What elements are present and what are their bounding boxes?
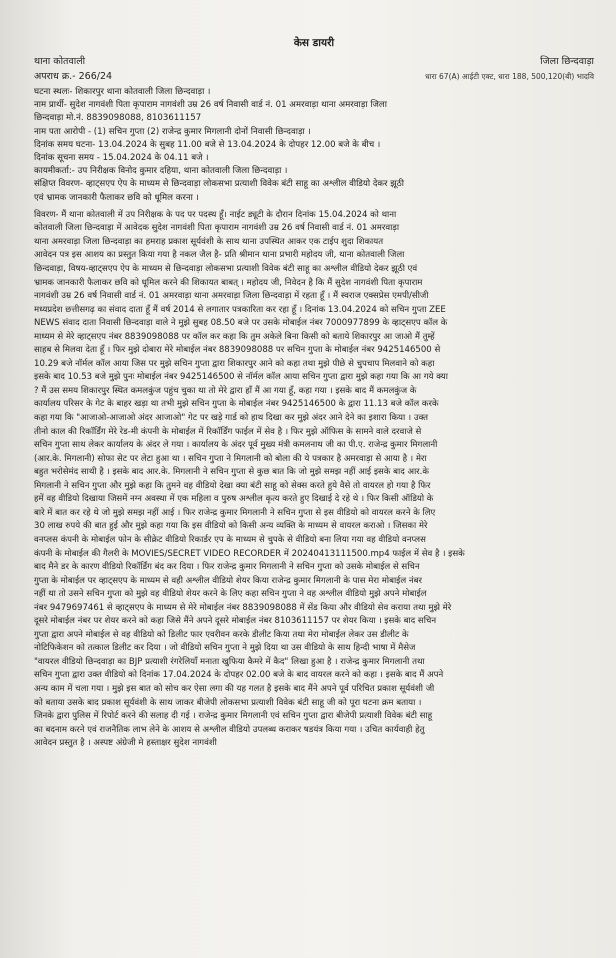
body-line: मध्यप्रदेश छत्तीसगढ़ का संवाद दाता हूँ मैं वर्ष 2014 से लगातार पत्रकारिता कर रहा हूँ । दिनांक 13.04.2024 को सचिन गुप्ता ZEE — [34, 304, 446, 315]
description-body — [34, 209, 594, 751]
body-line: गुप्ता द्वारा अपने मोबाईल से वह वीडियो को डिलीट फार एवरीवन करके डीलीट किया तथा मेरा मोबाईल लेकर उस डीलीट के — [34, 629, 409, 640]
intro-line: दिनांक सूचना समय - 15.04.2024 के 04.11 बजे । — [34, 153, 209, 164]
header-row-2 — [34, 69, 594, 84]
body-line: अन्य काम में चला गया । मुझे इस बात को सोच कर ऐसा लगा की यह गलत है इसके बाद मैंने अपने पूर्व परिचित प्रकाश सूर्यवंशी जी — [34, 683, 435, 694]
body-line: बाद मैने डर के कारण वीडियो रिकॉर्डिंग बंद कर दिया । फिर राजेन्द्र कुमार मिगलानी ने सचिन गुप्ता को उसके मोबाईल से सचिन — [34, 562, 420, 573]
body-line: आवेदन प्रस्तुत है । अस्पष्ट अंग्रेजी मे हस्ताक्षर सुदेश नागवंशी — [34, 738, 217, 749]
body-line: कहा गया कि "आजाओ-आजाओ अंदर आजाओ" गेट पर खड़े गार्ड को हाथ दिखा कर मुझे अंदर आने देने का इशारा किया । उक्त — [34, 413, 429, 424]
body-line: NEWS संवाद दाता निवासी छिन्दवाड़ा वाले ने मुझे सुबह 08.50 बजे पर उसके मोबाईल नंबर 7000977899 के व्हाट्सएप कॉल के — [34, 318, 448, 329]
body-line: बहुत भरोसेमंद साथी है । इसके बाद आर.के. मिगलानी ने सचिन गुप्ता से कुछ बात कि जो मुझे समझ नहीं आई इसके बाद आर.के — [34, 467, 429, 478]
body-line: 30 लाख रुपये की बात हुई और मुझे कहा गया कि इस वीडियो को किसी अन्य व्यक्ति के माध्यम से वायरल कराओ । जिसका मेरे — [34, 521, 428, 532]
body-line: मिगलानी ने सचिन गुप्ता और मुझे कहा कि तुमने वह वीडियो देखा क्या बंटी साहू को सेक्स करते हुये वैसे तो वायरल हो गया है फिर — [34, 480, 431, 491]
body-line: सचिन गुप्ता साथ लेकर कार्यालय के अंदर ले गया । कार्यालय के अंदर पूर्व मुख्य मंत्री कमलनाथ जी का पी.ए. राजेन्द्र कुमार मिगलानी — [34, 440, 438, 451]
body-line: सचिन गुप्ता द्वारा उक्त वीडियो को दिनांक 17.04.2024 के दोपहर 02.00 बजे के बाद वायरल करने को कहा । इसके बाद मैं अपने — [34, 670, 444, 681]
legal-sections: धारा 67(A) आईटी एक्ट, धारा 188, 500,120(बी) भादवि — [425, 72, 594, 81]
body-line: नागवंशी उम्र 26 वर्ष निवासी वार्ड नं. 01 अमरवाड़ा थाना अमरवाड़ा जिला छिन्दवाड़ा में रहता हूँ । मैं स्वराज एक्सप्रेस एमपी/सीजी — [34, 291, 429, 302]
body-line: विवरण- मैं थाना कोतवाली में उप निरीक्षक के पद पर पदस्थ हूँ। नाईट ड्यूटी के दौरान दिनांक 15.04.2024 को थाना — [34, 209, 397, 220]
body-line: 10.29 बजे नॉर्मल कॉल आया जिस पर मुझे सचिन गुप्ता द्वारा शिकारपुर आने को कहा तथा मुझे पीछे से चुपचाप मिलवाने को कहा — [34, 358, 435, 369]
body-line: तीनो काल की रिकॉर्डिंग मेरे रेड-मी कंपनी के मोबाईल में रिकॉर्डिंग फाईल में सेव है । फिर मुझे ऑफिस के सामने वाले दरवाजे से — [34, 426, 422, 437]
header-row-1 — [34, 54, 594, 69]
body-line: नंबर 9479697461 से व्हाट्सएप के माध्यम से मेरे मोबाईल नंबर 8839098088 में सेंड किया और वीडियो सेव कराया तथा मुझे मेरे — [34, 602, 452, 613]
body-line: जिनके द्वारा पुलिस में रिपोर्ट करने की सलाह दी गई । राजेन्द्र कुमार मिगलानी एवं सचिन गुप्ता द्वारा बीजेपी प्रत्याशी विवेक बंटी साहू — [34, 711, 433, 722]
body-line: कोतवाली जिला छिन्दवाड़ा में आवेदक सुदेश नागवंशी पिता कृपाराम नागवंशी उम्र 26 वर्ष निवासी वार्ड नं. 01 अमरवाड़ा — [34, 223, 400, 234]
intro-line: संक्षिप्त विवरण- व्हाट्सएप ऐप के माध्यम से छिन्दवाड़ा लोकसभा प्रत्याशी विवेक बंटी साहू का अश्लील वीडियो देकर झूठी — [34, 179, 404, 190]
district-label: जिला छिन्दवाड़ा — [540, 56, 594, 67]
body-line: को बताया उसके बाद प्रकाश सूर्यवंशी के साथ जाकर बीजेपी लोकसभा प्रत्याशी विवेक बंटी साहू जी को पूरा घटना क्रम बताया । — [34, 697, 422, 708]
body-line: इसके बाद 10.53 बजे मुझे पुनः मोबाईल नंबर 9425146500 से नॉर्मल कॉल आया सचिन गुप्ता द्वारा मुझे कहा गया कि आ गये क्या — [34, 372, 448, 383]
body-line: कंपनी के मोबाईल की गैलरी के MOVIES/SECRET VIDEO RECORDER में 20240413111500.mp4 फाईल में सेव है । इसके — [34, 548, 465, 559]
intro-line: कायमीकर्ता:- उप निरीक्षक विनोद कुमार दहिया, थाना कोतवाली जिला छिन्दवाड़ा । — [34, 166, 288, 177]
document-title: केस डायरी — [293, 37, 335, 49]
intro-line: दिनांक समय घटना- 13.04.2024 के सुबह 11.00 बजे से 13.04.2024 के दोपहर 12.00 बजे के बीच । — [34, 139, 381, 150]
intro-block — [34, 86, 594, 205]
body-line: का बदनाम करने एवं राजनैतिक लाभ लेने के आशय से अश्लील वीडियो उपलब्ध कराकर षडयंत्र किया गया । उचित कार्यवाही हेतु — [34, 724, 425, 735]
body-line: नोटिफिकेशन को तत्काल डिलीट कर दिया । जो वीडियो सचिन गुप्ता ने मुझे दिया था उस वीडियो के साथ हिन्दी भाषा में मैसेज — [34, 643, 416, 654]
body-line: वनप्लस कंपनी के मोबाईल फोन के सीक्रेट वीडियो रिकार्डर एप के माध्यम से चुपके से वीडियो बना लिया गया वह वीडियो वनप्लस — [34, 534, 426, 545]
body-line: हमें वह वीडियो दिखाया जिसमें नग्न अवस्था में एक महिला व पुरुष अश्लील कृत्य करते हुए दिखाई दे रहे थे । फिर किसी ऑडियो के — [34, 494, 434, 505]
intro-line: छिन्दवाड़ा मो.नं. 8839098088, 8103611157 — [34, 113, 202, 124]
body-line: गुप्ता के मोबाईल पर व्हाट्सएप के माध्यम से वही अश्लील वीडियो शेयर किया राजेन्द्र कुमार मिगलानी के पास मेरा मोबाईल नंबर — [34, 575, 422, 586]
intro-line: एवं भ्रामक जानकारी फैलाकर छवि को धूमिल करना । — [34, 192, 199, 203]
body-line: नहीं था तो उसने सचिन गुप्ता को मुझे वह वीडियो शेयर करने के लिए कहा सचिन गुप्ता ने वह अश्लील वीडियो मुझे अपने मोबाईल — [34, 589, 427, 600]
body-line: थाना अमरवाड़ा जिला छिन्दवाड़ा का हमराह प्रकाश सूर्यवंशी के साथ थाना उपस्थित आकर एक टाईप शुदा शिकायत — [34, 236, 384, 247]
body-line: (आर.के. मिगलानी) सोफा सेट पर लेटा हुआ था । सचिन गुप्ता ने मिगलानी को बोला की ये पत्रकार है अमरवाड़ा से आया है । मेरा — [34, 453, 427, 464]
body-line: साहब से मिलवा देता हूँ । फिर मुझे दोबारा मेरे मोबाईल नंबर 8839098088 पर सचिन गुप्ता के मोबाईल नंबर 9425146500 से — [34, 345, 441, 356]
body-line: "वायरल वीडियो छिन्दवाड़ा का BJP प्रत्याशी रंगरेलियाँ मनाता खुफिया कैमरे में कैद" लिखा हुआ है । राजेन्द्र कुमार मिगलानी तथा — [34, 656, 425, 667]
body-line: बारे में बात कर रहे थे जो मुझे समझ नहीं आई । फिर राजेन्द्र कुमार मिगलानी ने सचिन गुप्ता से इस वीडियो को वायरल करने के लिए — [34, 507, 436, 518]
intro-line: नाम पता आरोपी - (1) सचिन गुप्ता (2) राजेन्द्र कुमार मिगलानी दोनों निवासी छिन्दवाड़ा । — [34, 126, 311, 137]
thana-label: थाना कोतवाली — [34, 56, 86, 67]
body-line: छिन्दवाड़ा, विषय-व्हाट्सएप ऐप के माध्यम से छिन्दवाड़ा लोकसभा प्रत्याशी विवेक बंटी साहू का अश्लील वीडियो देकर झूठी एवं — [34, 264, 418, 275]
body-line: दूसरे मोबाईल नंबर पर शेयर करने को कहा जिसे मैंने अपने दूसरे मोबाईल नंबर 8103611157 पर शेयर किया । इसके बाद सचिन — [34, 616, 437, 627]
body-line: माध्यम से मेरे व्हाट्सएप नंबर 8839098088 पर कॉल कर कहा कि तुम अकेले बिना किसी को बताये शिकारपुर आ जाओ मैं तुम्हें — [34, 331, 435, 342]
intro-line: नाम प्रार्थी- सुदेश नागवंशी पिता कृपाराम नागवंशी उम्र 26 वर्ष निवासी वार्ड नं. 01 अमरवाड़ा थाना अमरवाड़ा जिला — [34, 100, 387, 111]
body-line: आवेदन पत्र इस आशय का प्रस्तुत किया गया है नकल जैल है- प्रति श्रीमान थाना प्रभारी महोदय जी, थाना कोतवाली जिला — [34, 250, 405, 261]
body-line: ? मैं उस समय शिकारपुर स्थित कमलकुंज पहुंच चुका था तो मेरे द्वारा हाँ मैं आ गया हूँ, कहा गया । इसके बाद मैं कमलकुंज के — [34, 385, 417, 396]
body-line: भ्रामक जानकारी फैलाकर छवि को धूमिल करने की शिकायत बाबत् । महोदय जी, निवेदन है कि मैं सुदेश नागवंशी पिता कृपाराम — [34, 277, 423, 288]
body-line: कार्यालय परिसर के गेट के बाहर खड़ा था तभी मुझे सचिन गुप्ता के मोबाईल नंबर 9425146500 के द्वारा 11.13 बजे कॉल करके — [34, 399, 439, 410]
crime-number: अपराध क्र.- 266/24 — [34, 71, 113, 82]
intro-line: घटना स्थलः- शिकारपुर थाना कोतवाली जिला छिन्दवाड़ा । — [34, 87, 211, 97]
